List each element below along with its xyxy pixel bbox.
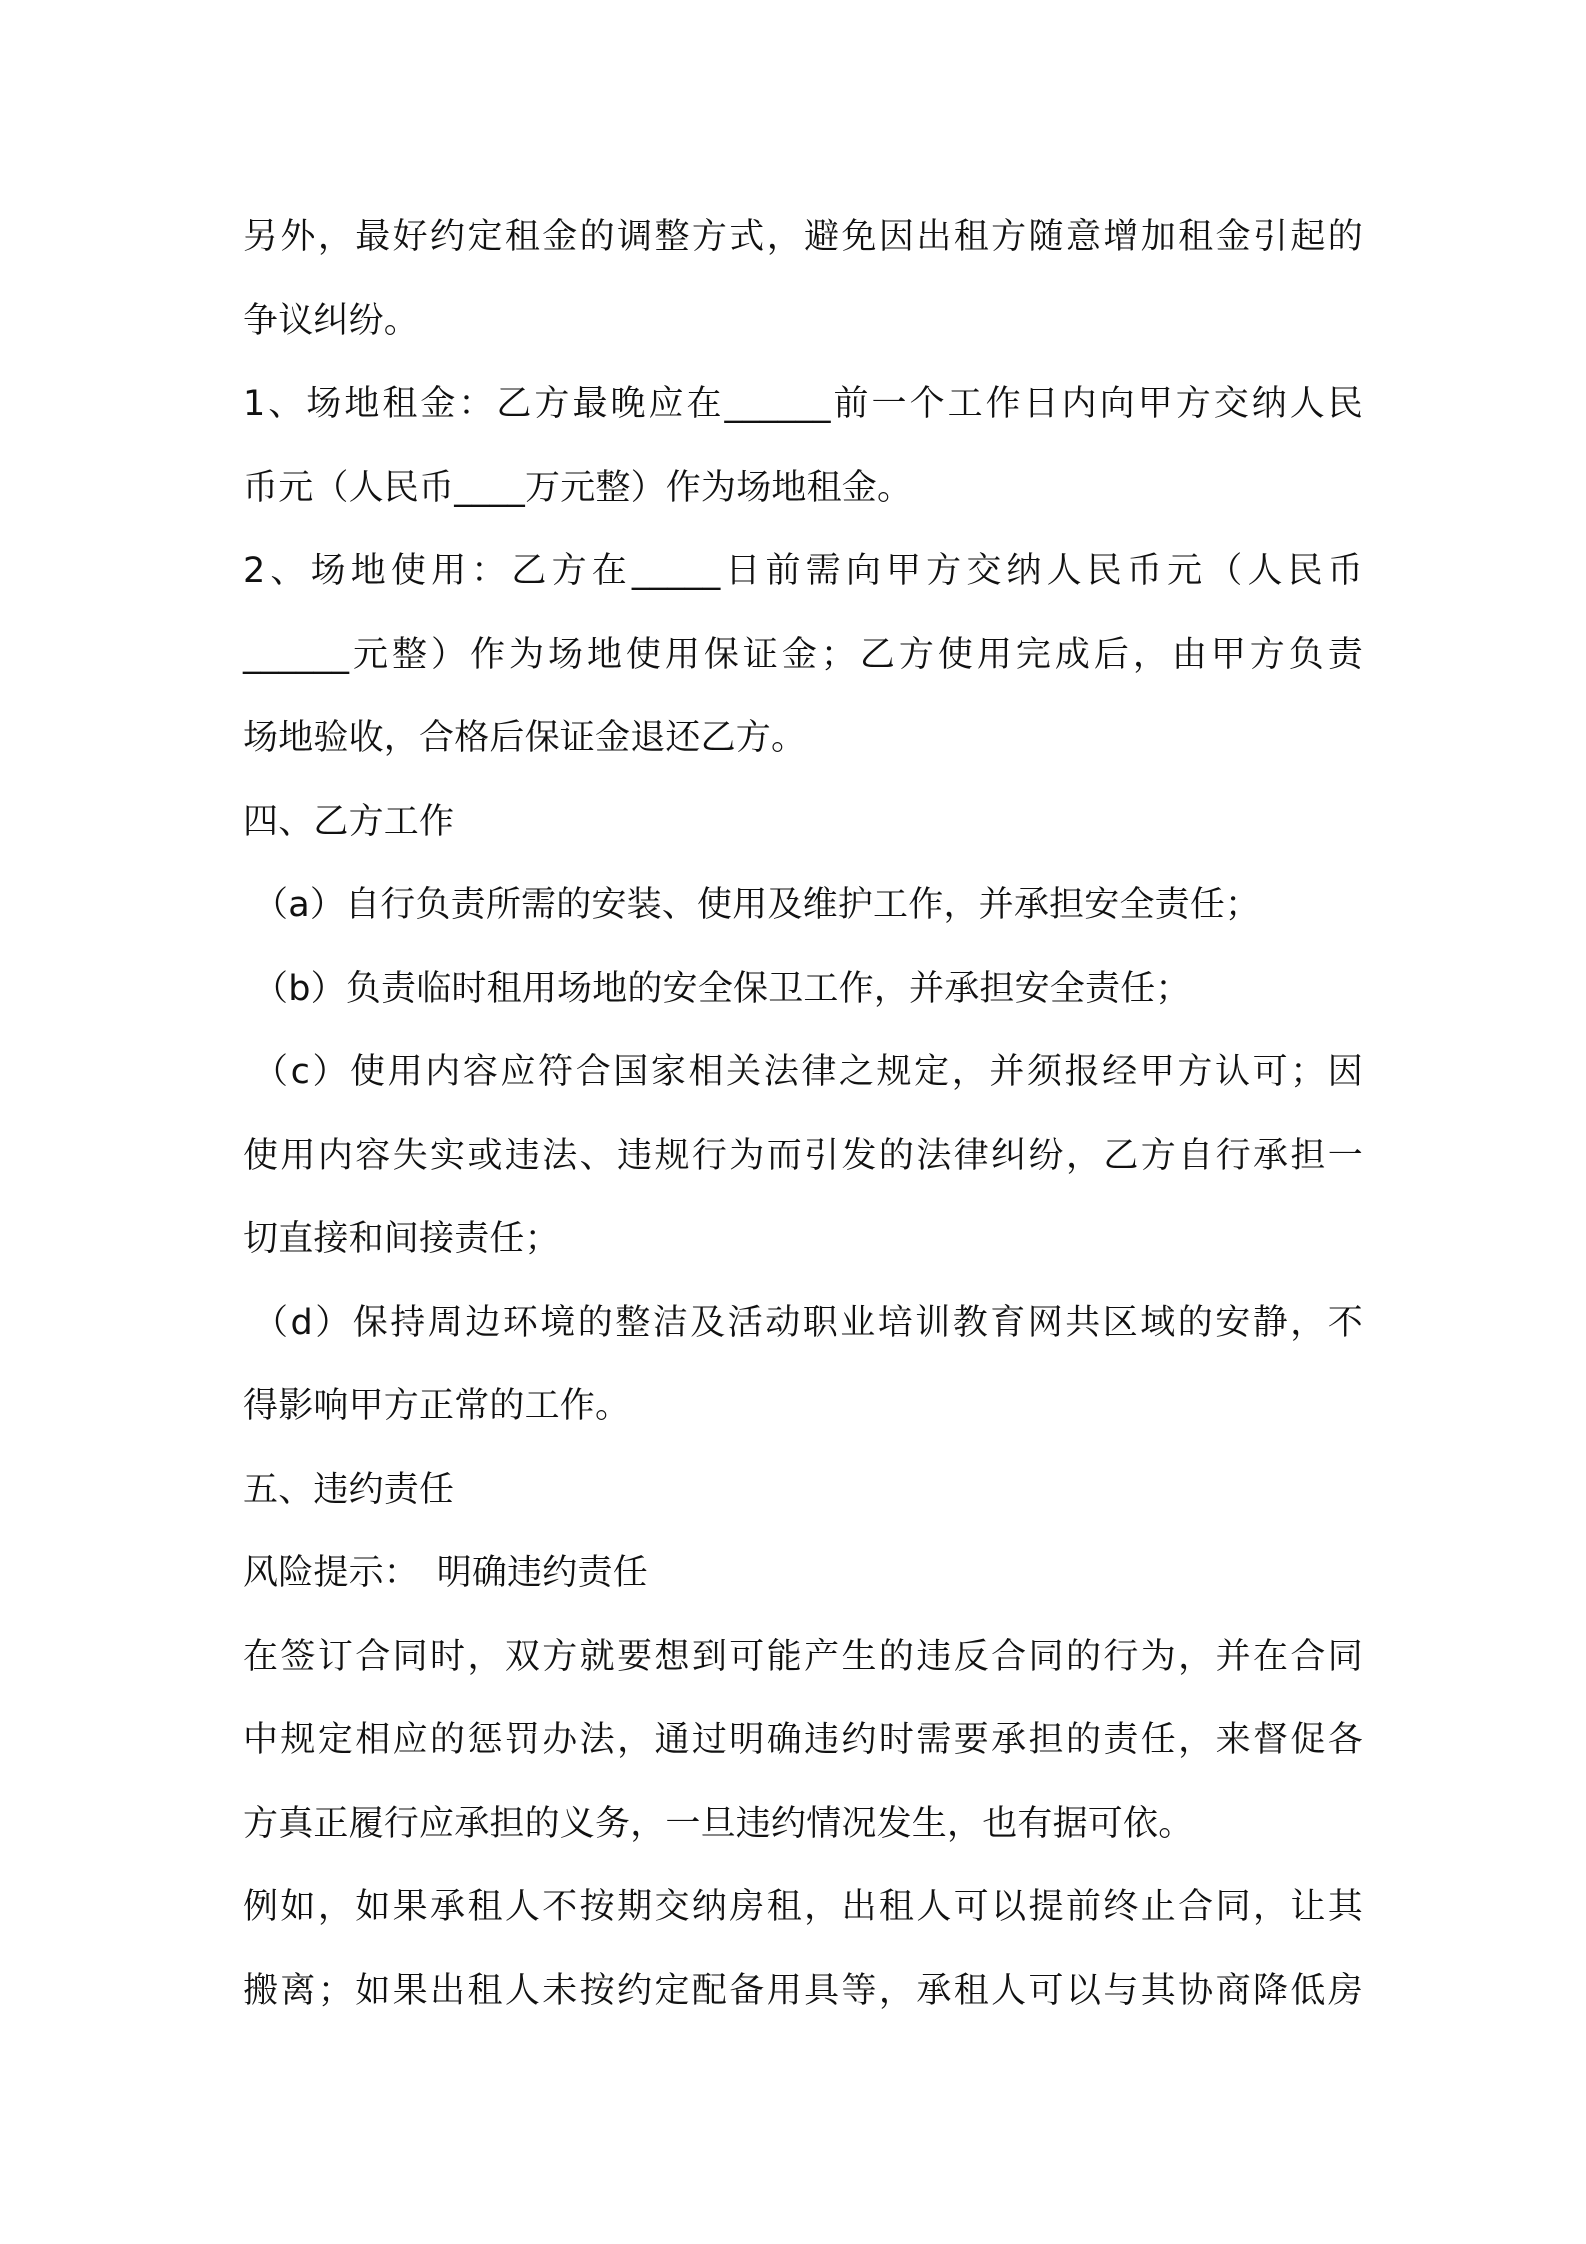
text-line-2: 争议纠纷。 [243, 300, 420, 341]
text-line-3: 1、场地租金：乙方最晚应在______前一个工作日内向甲方交纳人民 [243, 384, 1363, 424]
risk-tip: 风险提示： 明确违约责任 [243, 1553, 648, 1593]
clause-a: （a）自行负责所需的安装、使用及维护工作，并承担安全责任； [253, 885, 1261, 925]
clause-b: （b）负责临时租用场地的安全保卫工作，并承担安全责任； [253, 968, 1191, 1009]
text-line-6: ______元整）作为场地使用保证金；乙方使用完成后，由甲方负责 [243, 634, 1363, 675]
text-line-20: 方真正履行应承担的义务，一旦违约情况发生，也有据可依。 [243, 1803, 1194, 1844]
section-heading-tenant-work: 四、乙方工作 [243, 801, 455, 842]
document-body [243, 196, 1363, 2033]
clause-d: （d）保持周边环境的整洁及活动职业培训教育网共区域的安静，不 [253, 1302, 1363, 1343]
text-line-13: 切直接和间接责任； [243, 1219, 560, 1259]
text-line-18: 在签订合同时，双方就要想到可能产生的违反合同的行为，并在合同 [243, 1636, 1363, 1677]
clause-c: （c）使用内容应符合国家相关法律之规定，并须报经甲方认可；因 [253, 1052, 1363, 1092]
text-line-5: 2、场地使用：乙方在_____日前需向甲方交纳人民币元（人民币 [243, 551, 1363, 591]
text-line-1: 另外，最好约定租金的调整方式，避免因出租方随意增加租金引起的 [243, 217, 1363, 257]
text-line-19: 中规定相应的惩罚办法，通过明确违约时需要承担的责任，来督促各 [243, 1720, 1363, 1760]
text-line-7: 场地验收，合格后保证金退还乙方。 [243, 718, 807, 758]
text-line-21: 例如，如果承租人不按期交纳房租，出租人可以提前终止合同，让其 [243, 1887, 1363, 1927]
section-heading-breach: 五、违约责任 [243, 1469, 455, 1510]
text-line-15: 得影响甲方正常的工作。 [243, 1386, 631, 1426]
text-line-12: 使用内容失实或违法、违规行为而引发的法律纠纷，乙方自行承担一 [243, 1135, 1363, 1176]
text-line-4: 币元（人民币____万元整）作为场地租金。 [243, 467, 913, 508]
text-line-22: 搬离；如果出租人未按约定配备用具等，承租人可以与其协商降低房 [243, 1970, 1363, 2011]
